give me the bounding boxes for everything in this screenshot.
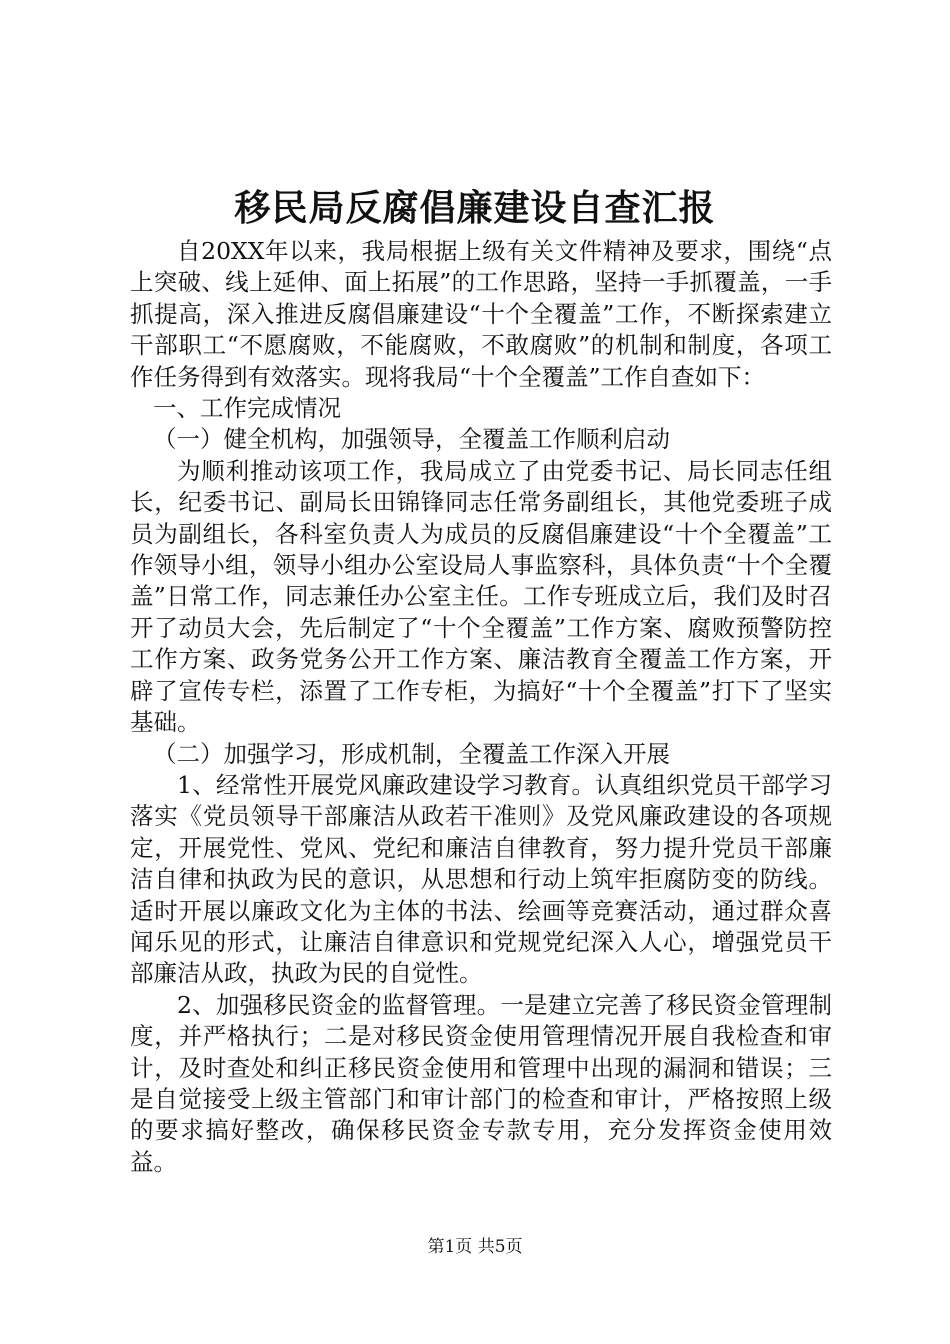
document-body (130, 236, 832, 1178)
body-paragraph: 1、经常性开展党风廉政建设学习教育。认真组织党员干部学习落实《党员领导干部廉洁从政若干准则》及党风廉政建设的各项规定，开展党性、党风、党纪和廉洁自律教育，努力提升党员干部廉洁自律和执政为民的意识，从思想和行动上筑牢拒腐防变的防线。适时开展以廉政文化为主体的书法、绘画等竞赛活动，通过群众喜闻乐见的形式，让廉洁自律意识和党规党纪深入人心，增强党员干部廉洁从政，执政为民的自觉性。 (130, 770, 832, 988)
page-footer: 第1页 共5页 (427, 1237, 523, 1257)
section-heading: 一、工作完成情况 (153, 394, 341, 423)
body-paragraph: 2、加强移民资金的监督管理。一是建立完善了移民资金管理制度，并严格执行；二是对移民资金使用管理情况开展自我检查和审计，及时查处和纠正移民资金使用和管理中出现的漏洞和错误；三是自觉接受上级主管部门和审计部门的检查和审计，严格按照上级的要求搞好整改，确保移民资金专款专用，充分发挥资金使用效益。 (130, 990, 832, 1176)
intro-paragraph: 自20XX年以来，我局根据上级有关文件精神及要求，围绕“点上突破、线上延伸、面上拓展”的工作思路，坚持一手抓覆盖，一手抓提高，深入推进反腐倡廉建设“十个全覆盖”工作，不断探索建立干部职工“不愿腐败，不能腐败，不敢腐败”的机制和制度，各项工作任务得到有效落实。现将我局“十个全覆盖”工作自查如下： (130, 237, 832, 391)
subsection-heading: （一）健全机构，加强领导，全覆盖工作顺利启动 (153, 425, 670, 454)
document-title: 移民局反腐倡廉建设自查汇报 (234, 187, 716, 229)
subsection-heading: （二）加强学习，形成机制，全覆盖工作深入开展 (153, 739, 670, 768)
body-paragraph: 为顺利推动该项工作，我局成立了由党委书记、局长同志任组长，纪委书记、副局长田锦锋同志任常务副组长，其他党委班子成员为副组长，各科室负责人为成员的反腐倡廉建设“十个全覆盖”工作领导小组，领导小组办公室设局人事监察科，具体负责“十个全覆盖”日常工作，同志兼任办公室主任。工作专班成立后，我们及时召开了动员大会，先后制定了“十个全覆盖”工作方案、腐败预警防控工作方案、政务党务公开工作方案、廉洁教育全覆盖工作方案，开辟了宣传专栏，添置了工作专柜，为搞好“十个全覆盖”打下了坚实基础。 (130, 456, 832, 737)
